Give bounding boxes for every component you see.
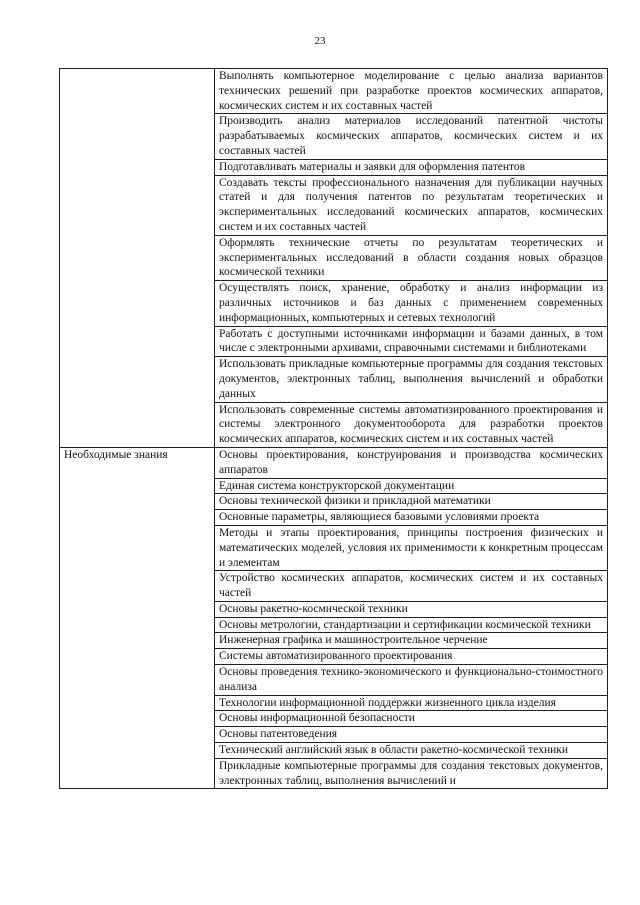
knowledge-item: Прикладные компьютерные программы для создания текстовых документов, электронных таблиц, выполнения вычислений и: [215, 758, 608, 789]
knowledge-item: Технологии информационной поддержки жизненного цикла изделия: [215, 695, 608, 711]
knowledge-item: Единая система конструкторской документации: [215, 478, 608, 494]
skills-item: Осуществлять поиск, хранение, обработку и анализ информации из различных источников и баз данных с применением современных информационных, компьютерных и сетевых технологий: [215, 281, 608, 326]
knowledge-item: Инженерная графика и машиностроительное черчение: [215, 633, 608, 649]
knowledge-item: Основы ракетно-космической техники: [215, 601, 608, 617]
knowledge-item: Устройство космических аппаратов, космических систем и их составных частей: [215, 571, 608, 602]
knowledge-item: Технический английский язык в области ракетно-космической техники: [215, 743, 608, 759]
knowledge-item: Основы информационной безопасности: [215, 711, 608, 727]
skills-item: Работать с доступными источниками информации и базами данных, в том числе с электронными архивами, справочными системами и библиотеками: [215, 326, 608, 357]
skills-row: [60, 69, 608, 114]
knowledge-item: Основы патентоведения: [215, 727, 608, 743]
skills-item: Подготавливать материалы и заявки для оформления патентов: [215, 159, 608, 175]
skills-item: Производить анализ материалов исследований патентной чистоты разрабатываемых космических аппаратов, космических систем и их составных частей: [215, 114, 608, 159]
skills-item: Выполнять компьютерное моделирование с целью анализа вариантов технических решений при разработке проектов космических аппаратов, космических систем и их составных частей: [215, 69, 608, 114]
skills-item: Оформлять технические отчеты по результатам теоретических и экспериментальных исследований в области создания новых образцов космической техники: [215, 235, 608, 280]
knowledge-item: Основные параметры, являющиеся базовыми условиями проекта: [215, 510, 608, 526]
knowledge-item: Методы и этапы проектирования, принципы построения физических и математических моделей, условия их применимости к конкретным процессам и элементам: [215, 525, 608, 570]
skills-item: Использовать современные системы автоматизированного проектирования и системы электронного документооборота для разработки проектов космических аппаратов, космических систем и их составных частей: [215, 402, 608, 447]
skills-section-label: [60, 69, 215, 448]
skills-item: Использовать прикладные компьютерные программы для создания текстовых документов, электронных таблиц, выполнения вычислений и обработки данных: [215, 357, 608, 402]
knowledge-row: [60, 447, 608, 478]
requirements-table: [59, 68, 608, 789]
knowledge-item: Основы проектирования, конструирования и производства космических аппаратов: [215, 447, 608, 478]
knowledge-item: Основы проведения технико-экономического и функционально-стоимостного анализа: [215, 665, 608, 696]
skills-item: Создавать тексты профессионального назначения для публикации научных статей и для получения патентов по результатам теоретических и экспериментальных исследований космических аппаратов, космических систем и их составных частей: [215, 175, 608, 235]
requirements-table-body: [60, 69, 608, 789]
page-number: 23: [314, 35, 326, 47]
knowledge-item: Системы автоматизированного проектирования: [215, 649, 608, 665]
knowledge-item: Основы метрологии, стандартизации и сертификации космической техники: [215, 617, 608, 633]
knowledge-section-label: Необходимые знания: [60, 447, 215, 789]
knowledge-item: Основы технической физики и прикладной математики: [215, 494, 608, 510]
